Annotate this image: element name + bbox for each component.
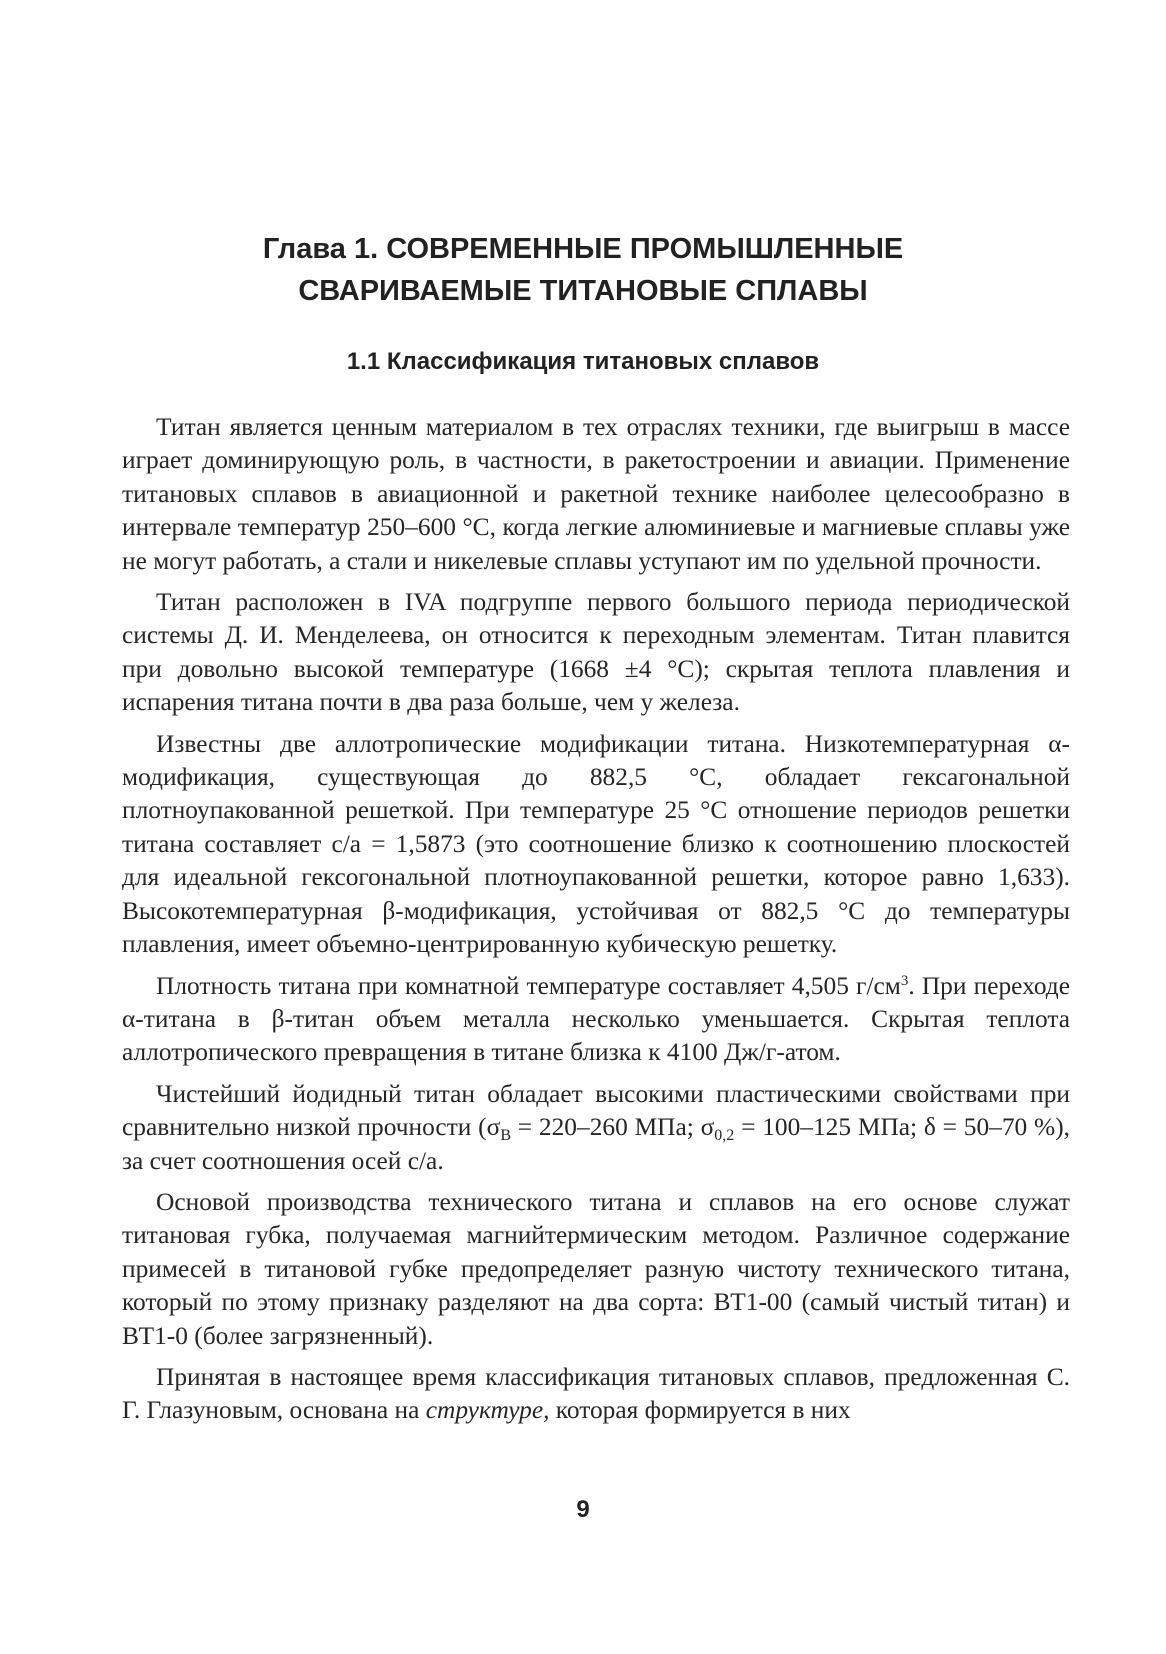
subscript-0-2: 0,2 xyxy=(714,1127,735,1145)
paragraph-7-part-a: Принятая в настоящее время классификация титановых сплавов, предложенная С. Г. Глазуновым, основана на xyxy=(122,1362,1070,1425)
page-number: 9 xyxy=(576,1496,590,1523)
superscript-cubed: 3 xyxy=(900,972,909,989)
paragraph-4 xyxy=(122,970,1070,1070)
chapter-title-line-2: СВАРИВАЕМЫЕ ТИТАНОВЫЕ СПЛАВЫ xyxy=(298,275,868,307)
paragraph-7 xyxy=(122,1361,1070,1428)
paragraph-5-part-b: = 220–260 МПа; σ xyxy=(511,1113,715,1142)
chapter-title-line-1: Глава 1. СОВРЕМЕННЫЕ ПРОМЫШЛЕННЫЕ xyxy=(262,233,904,265)
paragraph-4-part-a: Плотность титана при комнатной температуре составляет 4,505 г/см xyxy=(156,971,901,1000)
paragraph-4-part-b: . При переходе α-титана в β-титан объем металла несколько уменьшается. Скрытая теплота аллотропического превращения в титане близка к 4100 Дж/г-атом. xyxy=(122,971,1070,1067)
subscript-b: В xyxy=(500,1127,511,1145)
emphasis-structure: структуре, xyxy=(425,1396,550,1425)
paragraph-5-part-c: = 100–125 МПа; δ = 50–70 %), за счет соотношения осей с/а. xyxy=(122,1113,1070,1175)
paragraph-5-part-a: Чистейший йодидный титан обладает высокими пластическими свойствами при сравнительно низкой прочности (σ xyxy=(122,1079,1070,1142)
body-text xyxy=(122,411,1070,1436)
paragraph-2: Титан расположен в IVA подгруппе первого большого периода периодической системы Д. И. Менделеева, он относится к переходным элементам. Титан плавится при довольно высокой температуре (1668 ±4 °С); скрытая теплота плавления и испарения титана почти в два раза больше, чем у железа. xyxy=(122,588,1070,717)
chapter-title xyxy=(150,228,1016,312)
paragraph-1: Титан является ценным материалом в тех отраслях техники, где выигрыш в массе играет доминирующую роль, в частности, в ракетостроении и авиации. Применение титановых сплавов в авиационной и ракетной технике наиболее целесообразно в интервале температур 250–600 °С, когда легкие алюминиевые и магниевые сплавы уже не могут работать, а стали и никелевые сплавы уступают им по удельной прочности. xyxy=(122,413,1070,575)
paragraph-3: Известны две аллотропические модификации титана. Низкотемпературная α-модификация, существующая до 882,5 °С, обладает гексагональной плотноупакованной решеткой. При температуре 25 °С отношение периодов решетки титана составляет с/а = 1,5873 (это соотношение близко к соотношению плоскостей для идеальной гексогональной плотноупакованной решетки, которое равно 1,633). Высокотемпературная β-модификация, устойчивая от 882,5 °С до температуры плавления, имеет объемно-центрированную кубическую решетку. xyxy=(122,729,1070,959)
paragraph-6: Основой производства технического титана и сплавов на его основе служат титановая губка, получаемая магнийтермическим методом. Различное содержание примесей в титановой губке предопределяет разную чистоту технического титана, который по этому признаку разделяют на два сорта: ВТ1-00 (самый чистый титан) и ВТ1-0 (более загрязненный). xyxy=(122,1187,1070,1350)
paragraph-7-part-b: которая формируется в них xyxy=(549,1396,851,1425)
paragraph-5 xyxy=(122,1078,1070,1178)
section-title: 1.1 Классификация титановых сплавов xyxy=(346,348,820,375)
